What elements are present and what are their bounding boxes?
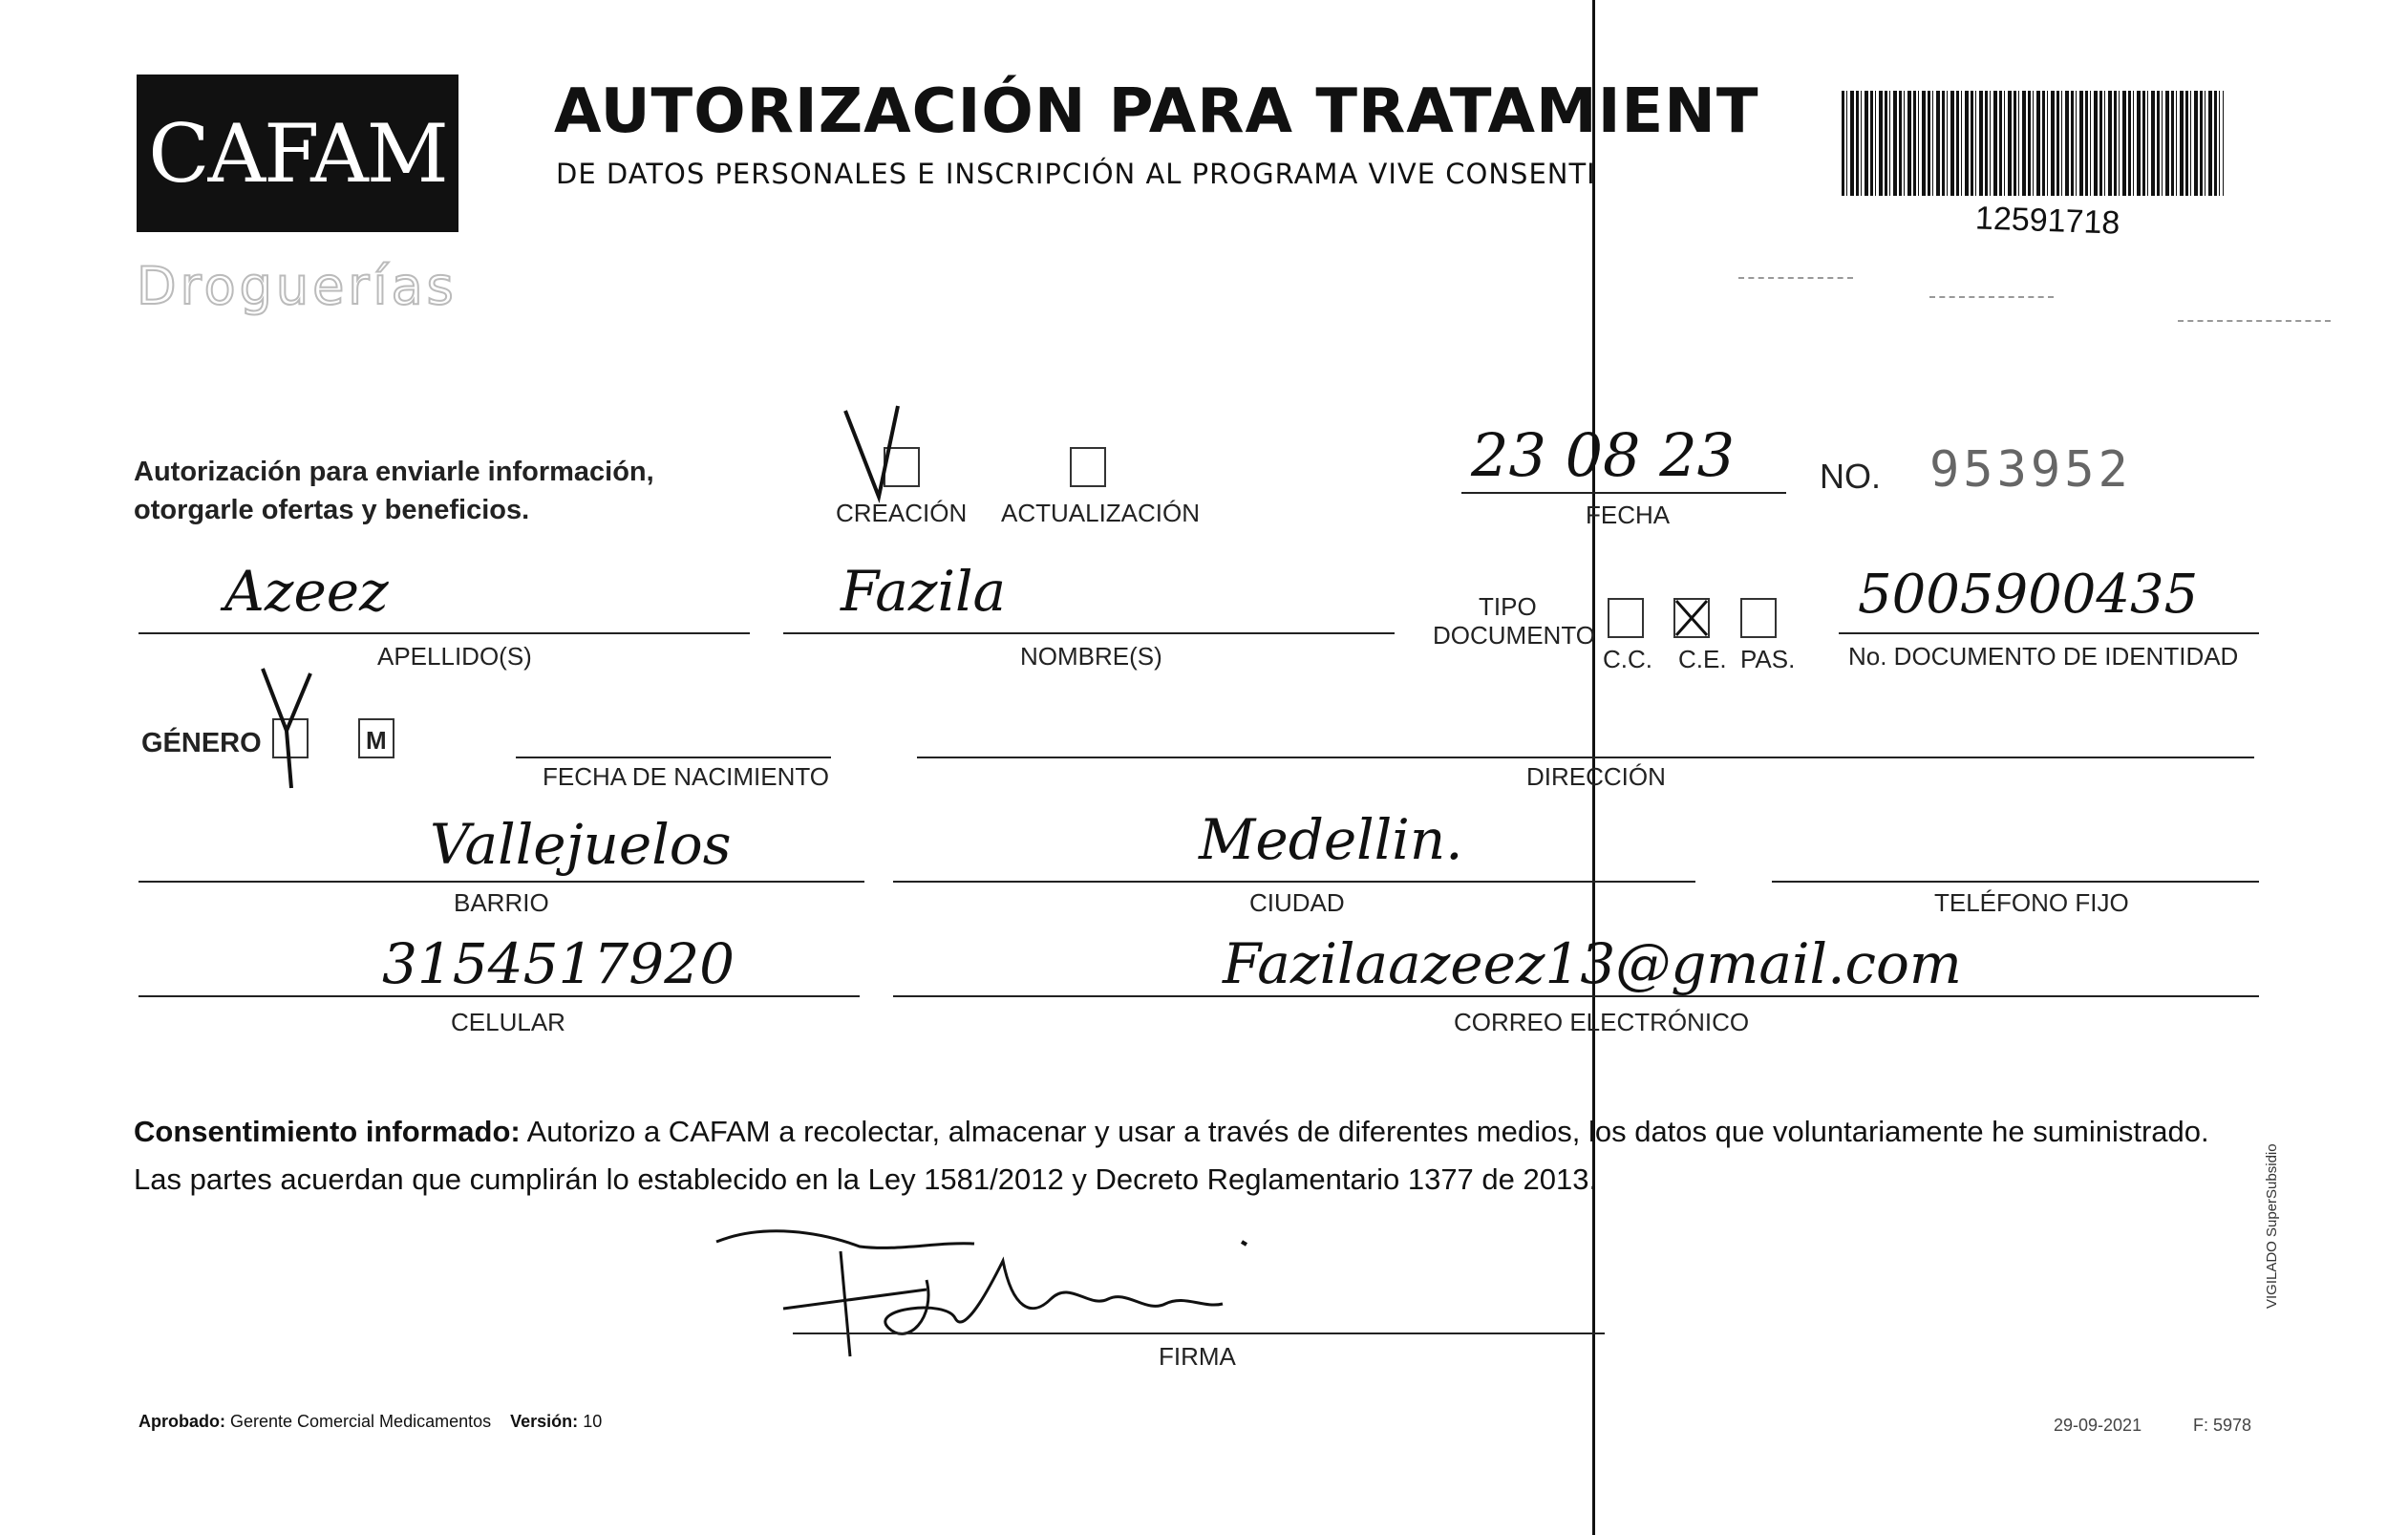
- checkmark-icon: [258, 664, 325, 793]
- fecha-line: [1461, 492, 1786, 494]
- aprobado-label: Aprobado:: [139, 1412, 225, 1431]
- barrio-value: Vallejuelos: [430, 812, 732, 877]
- barrio-label: BARRIO: [454, 888, 549, 917]
- telefono-line[interactable]: [1772, 881, 2259, 883]
- cross-mark-icon: [1673, 598, 1710, 638]
- firma-label: FIRMA: [1159, 1342, 1236, 1371]
- actualizacion-checkbox[interactable]: [1070, 447, 1106, 487]
- documento-value: 5005900435: [1858, 564, 2199, 626]
- footer-date: 29-09-2021: [2054, 1416, 2142, 1435]
- authorization-heading-1: Autorización para enviarle información,: [134, 457, 654, 487]
- correo-line[interactable]: [893, 995, 2259, 997]
- direccion-label: DIRECCIÓN: [1526, 762, 1666, 791]
- actualizacion-label: ACTUALIZACIÓN: [1001, 499, 1201, 527]
- creacion-label: CREACIÓN: [836, 499, 968, 527]
- fecha-nacimiento-label: FECHA DE NACIMIENTO: [543, 762, 830, 791]
- nombres-value: Fazila: [841, 559, 1007, 624]
- direccion-line[interactable]: [917, 757, 2254, 758]
- barcode-number: 12591718: [1974, 200, 2120, 242]
- form-title: AUTORIZACIÓN PARA TRATAMIENT: [554, 76, 1759, 147]
- no-label: NO.: [1820, 457, 1882, 496]
- dotted-line: [1738, 277, 1853, 279]
- documento-line[interactable]: [1839, 632, 2259, 634]
- ciudad-line[interactable]: [893, 881, 1695, 883]
- footer-form-code: F: 5978: [2193, 1416, 2252, 1435]
- pas-label: PAS.: [1740, 645, 1796, 673]
- barrio-line[interactable]: [139, 881, 864, 883]
- telefono-label: TELÉFONO FIJO: [1934, 888, 2129, 917]
- apellidos-value: Azeez: [224, 559, 389, 624]
- form-subtitle: DE DATOS PERSONALES E INSCRIPCIÓN AL PROGRAMA VIVE CONSENTI: [556, 158, 1596, 190]
- celular-line[interactable]: [139, 995, 860, 997]
- ciudad-label: CIUDAD: [1249, 888, 1345, 917]
- checkmark-icon: [841, 401, 917, 506]
- cc-label: C.C.: [1603, 645, 1652, 673]
- apellidos-label: APELLIDO(S): [377, 642, 532, 671]
- fecha-label: FECHA: [1586, 501, 1671, 529]
- nombres-label: NOMBRE(S): [1020, 642, 1162, 671]
- consent-heading: Consentimiento informado:: [134, 1115, 521, 1148]
- documento-type-label: DOCUMENTO: [1433, 621, 1595, 650]
- footer-left: [139, 1412, 602, 1432]
- fecha-nacimiento-line[interactable]: [516, 757, 831, 758]
- correo-label: CORREO ELECTRÓNICO: [1454, 1008, 1750, 1036]
- pas-checkbox[interactable]: [1740, 598, 1777, 638]
- dotted-line: [1929, 296, 2054, 298]
- correo-value: Fazilaazeez13@gmail.com: [1223, 931, 1962, 996]
- aprobado-value: Gerente Comercial Medicamentos: [230, 1412, 492, 1431]
- cc-checkbox[interactable]: [1608, 598, 1644, 638]
- fecha-value: 23 08 23: [1471, 420, 1736, 490]
- m-label: M: [366, 726, 387, 755]
- vigilado-side-text: VIGILADO SuperSubsidio: [2264, 1143, 2280, 1309]
- apellidos-line[interactable]: [139, 632, 750, 634]
- barcode: [1842, 91, 2224, 196]
- logo-text: CAFAM: [148, 106, 447, 201]
- version-value: 10: [583, 1412, 603, 1431]
- ce-label: C.E.: [1678, 645, 1727, 673]
- documento-label: No. DOCUMENTO DE IDENTIDAD: [1848, 642, 2239, 671]
- genero-label: GÉNERO: [141, 728, 262, 758]
- version-label: Versión:: [510, 1412, 579, 1431]
- nombres-line[interactable]: [783, 632, 1395, 634]
- tipo-label: TIPO: [1479, 592, 1537, 621]
- firma-line[interactable]: [793, 1332, 1605, 1334]
- consent-text-2: Las partes acuerdan que cumplirán lo establecido en la Ley 1581/2012 y Decreto Reglamentario 1377 de 2013.: [134, 1162, 1598, 1196]
- cafam-logo: [137, 75, 458, 232]
- consent-paragraph: [134, 1108, 2273, 1204]
- celular-value: 3154517920: [382, 931, 735, 996]
- celular-label: CELULAR: [451, 1008, 565, 1036]
- form-number: 953952: [1929, 441, 2132, 499]
- dotted-line: [2178, 320, 2331, 322]
- authorization-heading-2: otorgarle ofertas y beneficios.: [134, 495, 530, 525]
- ciudad-value: Medellin.: [1199, 807, 1463, 872]
- logo-subtitle: Droguerías: [137, 256, 458, 316]
- consent-text-1: Autorizo a CAFAM a recolectar, almacenar y usar a través de diferentes medios, los datos que voluntariamente he suministrado.: [520, 1115, 2209, 1148]
